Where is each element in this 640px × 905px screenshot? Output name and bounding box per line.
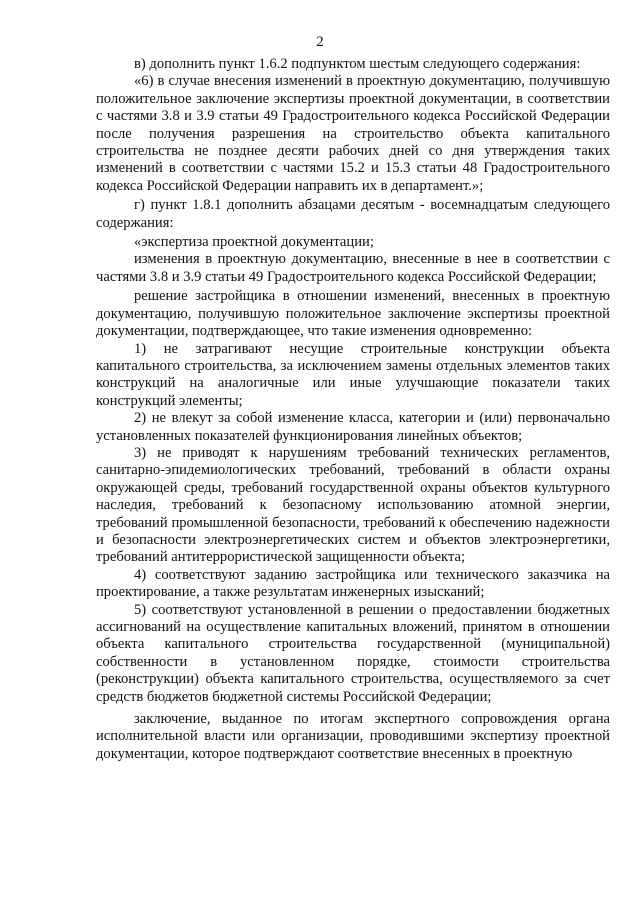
- paragraph-item-v: в) дополнить пункт 1.6.2 подпунктом шестым следующего содержания:: [134, 56, 581, 72]
- paragraph-developer-decision: решение застройщика в отношении изменений, внесенных в проектную документацию, получившую положительное заключение экспертизы проектной документации, подтверждающее, что такие изменения одновременно:: [96, 288, 610, 340]
- paragraph-condition-1: 1) не затрагивают несущие строительные конструкции объекта капитального строительства, за исключением замены отдельных элементов таких конструкций на аналогичные или иные улучшающие показатели таких конструкций элементы;: [96, 340, 610, 409]
- document-body: [96, 56, 610, 763]
- paragraph-item-g: г) пункт 1.8.1 дополнить абзацами десятым - восемнадцатым следующего содержания:: [96, 197, 610, 231]
- paragraph-condition-5: 5) соответствуют установленной в решении о предоставлении бюджетных ассигнований на осуществление капитальных вложений, принятом в отношении объекта капитального строительства государственной (муниципальной) собственности в установленном порядке, стоимости строительства (реконструкции) объекта капитального строительства, осуществляемого за счет средств бюджетов бюджетной системы Российской Федерации;: [96, 601, 610, 705]
- paragraph-changes: изменения в проектную документацию, внесенные в нее в соответствии с частями 3.8 и 3.9 статьи 49 Градостроительного кодекса Российской Федерации;: [96, 251, 610, 285]
- paragraph-conclusion: заключение, выданное по итогам экспертного сопровождения органа исполнительной власти или организации, проводившими экспертизу проектной документации, которое подтверждают соответствие внесенных в проектную: [96, 711, 610, 762]
- paragraph-condition-4: 4) соответствуют заданию застройщика или технического заказчика на проектирование, а также результатам инженерных изысканий;: [96, 566, 610, 601]
- paragraph-subitem-6: «6) в случае внесения изменений в проектную документацию, получившую положительное заключение экспертизы проектной документации, в соответствии с частями 3.8 и 3.9 статьи 49 Градостроительного кодекса Российской Федерации после получения разрешения на строительство объекта капитального строительства не позднее десяти рабочих дней со дня утверждения таких изменений в соответствии с частями 15.2 и 15.3 статьи 48 Градостроительного кодекса Российской Федерации направить их в департамент.»;: [96, 73, 610, 194]
- paragraph-condition-3: 3) не приводят к нарушениям требований технических регламентов, санитарно-эпидемиологических требований, требований в области охраны окружающей среды, требований государственной охраны объектов культурного наследия, требований к безопасному использованию атомной энергии, требований промышленной безопасности, требований к обеспечению надежности и безопасности электроэнергетических систем и объектов электроэнергетики, требований антитеррористической защищенности объекта;: [96, 444, 610, 566]
- paragraph-condition-2: 2) не влекут за собой изменение класса, категории и (или) первоначально установленных показателей функционирования линейных объектов;: [96, 410, 610, 444]
- paragraph-expertise: «экспертиза проектной документации;: [134, 234, 374, 251]
- page-number: 2: [316, 34, 324, 50]
